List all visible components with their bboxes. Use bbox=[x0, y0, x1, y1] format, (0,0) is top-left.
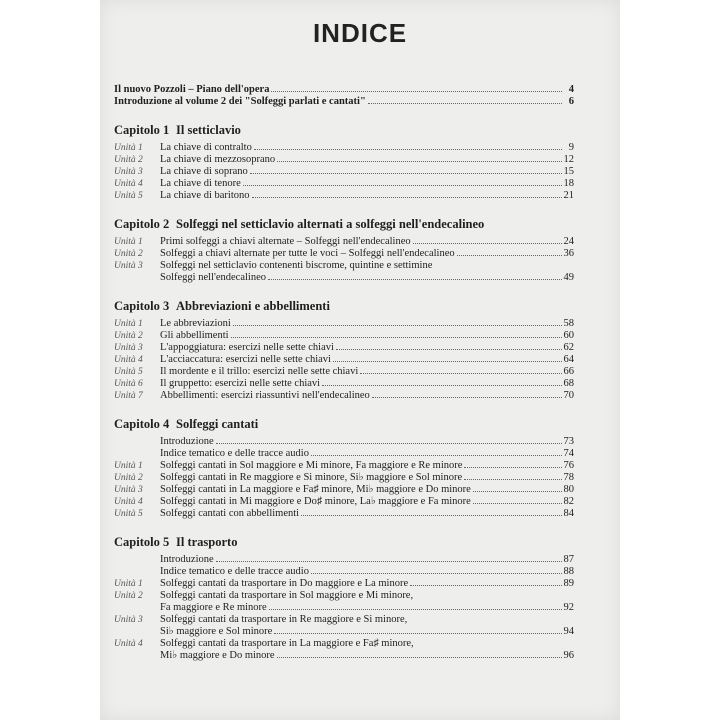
toc-entry bbox=[114, 166, 574, 178]
unit-label: Unità 7 bbox=[114, 391, 143, 401]
leader-dots bbox=[311, 455, 562, 456]
page-number: 68 bbox=[563, 378, 574, 389]
toc-entry bbox=[114, 448, 574, 460]
entry-title: La chiave di contralto bbox=[160, 142, 252, 153]
chapter-number: Capitolo 3 bbox=[114, 299, 170, 313]
background-left bbox=[0, 0, 100, 720]
toc-entry bbox=[114, 178, 574, 190]
entry-title: Introduzione al volume 2 dei "Solfeggi parlati e cantati" bbox=[114, 96, 366, 107]
leader-dots bbox=[252, 197, 562, 198]
leader-dots bbox=[269, 609, 562, 610]
page-number: 4 bbox=[568, 84, 574, 95]
unit-label: Unità 5 bbox=[114, 509, 143, 519]
unit-label: Unità 6 bbox=[114, 379, 143, 389]
entry-title: Solfeggi cantati in Re maggiore e Si minore, Si♭ maggiore e Sol minore bbox=[160, 472, 463, 483]
toc-entry bbox=[114, 142, 574, 154]
entry-title: Abbellimenti: esercizi riassuntivi nell'endecalineo bbox=[160, 390, 370, 401]
page-number: 49 bbox=[563, 272, 574, 283]
page-number: 58 bbox=[563, 318, 574, 329]
entry-title: Si♭ maggiore e Sol minore bbox=[160, 626, 273, 637]
page-number: 36 bbox=[563, 248, 574, 259]
toc-entry bbox=[114, 190, 574, 202]
leader-dots bbox=[457, 255, 562, 256]
chapter-number: Capitolo 1 bbox=[114, 123, 170, 137]
leader-dots bbox=[233, 325, 562, 326]
leader-dots bbox=[360, 373, 561, 374]
chapter-title: Abbreviazioni e abbellimenti bbox=[176, 299, 330, 313]
page-number: 6 bbox=[568, 96, 574, 107]
leader-dots bbox=[464, 479, 561, 480]
toc-entry-continuation bbox=[114, 626, 574, 638]
unit-label: Unità 4 bbox=[114, 179, 143, 189]
unit-label: Unità 3 bbox=[114, 261, 143, 271]
leader-dots bbox=[473, 491, 562, 492]
toc-entry bbox=[114, 436, 574, 448]
page-number: 92 bbox=[563, 602, 574, 613]
entry-title: Gli abbellimenti bbox=[160, 330, 229, 341]
entry-title: La chiave di mezzosoprano bbox=[160, 154, 276, 165]
unit-label: Unità 2 bbox=[114, 331, 143, 341]
chapter-heading bbox=[114, 216, 574, 232]
toc-entry bbox=[114, 248, 574, 260]
toc-entry bbox=[114, 496, 574, 508]
page-number: 87 bbox=[563, 554, 574, 565]
entry-title: Indice tematico e delle tracce audio bbox=[160, 566, 309, 577]
chapter-heading bbox=[114, 416, 574, 432]
page-number: 15 bbox=[563, 166, 574, 177]
unit-label: Unità 1 bbox=[114, 143, 143, 153]
unit-label: Unità 3 bbox=[114, 343, 143, 353]
unit-label: Unità 5 bbox=[114, 191, 143, 201]
chapter-section bbox=[114, 534, 574, 662]
toc-entry bbox=[114, 260, 574, 272]
entry-title: Solfeggi nell'endecalineo bbox=[160, 272, 266, 283]
chapter-title: Solfeggi cantati bbox=[176, 417, 259, 431]
leader-dots bbox=[336, 349, 562, 350]
page-number: 62 bbox=[563, 342, 574, 353]
page-number: 64 bbox=[563, 354, 574, 365]
unit-label: Unità 1 bbox=[114, 319, 143, 329]
unit-label: Unità 4 bbox=[114, 497, 143, 507]
leader-dots bbox=[410, 585, 561, 586]
unit-label: Unità 2 bbox=[114, 473, 143, 483]
entry-title: Solfeggi cantati da trasportare in Re maggiore e Si minore, bbox=[160, 614, 408, 625]
unit-label: Unità 4 bbox=[114, 639, 143, 649]
toc-entry bbox=[114, 638, 574, 650]
page-title: INDICE bbox=[312, 18, 408, 48]
entry-title: Primi solfeggi a chiavi alternate – Solfeggi nell'endecalineo bbox=[160, 236, 411, 247]
toc-entry-continuation bbox=[114, 272, 574, 284]
page-number: 70 bbox=[563, 390, 574, 401]
toc-entry bbox=[114, 472, 574, 484]
page-number: 74 bbox=[563, 448, 574, 459]
page-number: 12 bbox=[563, 154, 574, 165]
page-number: 24 bbox=[563, 236, 574, 247]
entry-title: Introduzione bbox=[160, 554, 214, 565]
toc-entry bbox=[114, 614, 574, 626]
entry-title: L'appoggiatura: esercizi nelle sette chiavi bbox=[160, 342, 334, 353]
leader-dots bbox=[274, 633, 561, 634]
chapter-number: Capitolo 5 bbox=[114, 535, 170, 549]
page-number: 21 bbox=[563, 190, 574, 201]
leader-dots bbox=[250, 173, 562, 174]
entry-title: Solfeggi cantati da trasportare in La maggiore e Fa♯ minore, bbox=[160, 638, 414, 649]
leader-dots bbox=[413, 243, 562, 244]
leader-dots bbox=[271, 91, 562, 92]
entry-title: Fa maggiore e Re minore bbox=[160, 602, 267, 613]
toc-entry bbox=[114, 236, 574, 248]
leader-dots bbox=[277, 657, 562, 658]
leader-dots bbox=[473, 503, 562, 504]
page-number: 88 bbox=[563, 566, 574, 577]
chapter-heading bbox=[114, 534, 574, 550]
page-number: 76 bbox=[563, 460, 574, 471]
leader-dots bbox=[368, 103, 562, 104]
page-number: 9 bbox=[568, 142, 574, 153]
chapter-number: Capitolo 2 bbox=[114, 217, 170, 231]
chapter-section bbox=[114, 216, 574, 284]
chapter-title: Il trasporto bbox=[176, 535, 238, 549]
leader-dots bbox=[254, 149, 562, 150]
toc-entry bbox=[114, 578, 574, 590]
toc-entry bbox=[114, 342, 574, 354]
entry-title: Mi♭ maggiore e Do minore bbox=[160, 650, 275, 661]
leader-dots bbox=[372, 397, 562, 398]
page-number: 73 bbox=[563, 436, 574, 447]
chapter-heading bbox=[114, 298, 574, 314]
entry-title: Le abbreviazioni bbox=[160, 318, 231, 329]
chapter-section bbox=[114, 416, 574, 520]
leader-dots bbox=[277, 161, 561, 162]
entry-title: La chiave di tenore bbox=[160, 178, 241, 189]
entry-title: Solfeggi nel setticlavio contenenti biscrome, quintine e settimine bbox=[160, 260, 433, 271]
entry-title: Indice tematico e delle tracce audio bbox=[160, 448, 309, 459]
unit-label: Unità 1 bbox=[114, 579, 143, 589]
leader-dots bbox=[464, 467, 561, 468]
chapter-section bbox=[114, 122, 574, 202]
page-number: 60 bbox=[563, 330, 574, 341]
chapter-title: Il setticlavio bbox=[176, 123, 241, 137]
unit-label: Unità 3 bbox=[114, 615, 143, 625]
toc-entry bbox=[114, 508, 574, 520]
toc-entry bbox=[114, 484, 574, 496]
chapter-section bbox=[114, 298, 574, 402]
leader-dots bbox=[243, 185, 562, 186]
page-number: 96 bbox=[563, 650, 574, 661]
entry-title: La chiave di soprano bbox=[160, 166, 248, 177]
toc-entry bbox=[114, 366, 574, 378]
book-page bbox=[100, 0, 620, 720]
table-of-contents bbox=[114, 84, 574, 662]
toc-entry bbox=[114, 390, 574, 402]
page-number: 89 bbox=[563, 578, 574, 589]
intro-entry bbox=[114, 84, 574, 96]
toc-entry-continuation bbox=[114, 650, 574, 662]
toc-entry bbox=[114, 460, 574, 472]
chapter-heading bbox=[114, 122, 574, 138]
leader-dots bbox=[268, 279, 562, 280]
toc-entry bbox=[114, 154, 574, 166]
unit-label: Unità 5 bbox=[114, 367, 143, 377]
chapter-number: Capitolo 4 bbox=[114, 417, 170, 431]
unit-label: Unità 2 bbox=[114, 591, 143, 601]
toc-entry bbox=[114, 566, 574, 578]
entry-title: Il mordente e il trillo: esercizi nelle sette chiavi bbox=[160, 366, 359, 377]
leader-dots bbox=[231, 337, 562, 338]
entry-title: Solfeggi a chiavi alternate per tutte le voci – Solfeggi nell'endecalineo bbox=[160, 248, 455, 259]
leader-dots bbox=[322, 385, 561, 386]
background-right bbox=[620, 0, 720, 720]
toc-entry bbox=[114, 330, 574, 342]
entry-title: Solfeggi cantati da trasportare in Sol maggiore e Mi minore, bbox=[160, 590, 414, 601]
unit-label: Unità 3 bbox=[114, 167, 143, 177]
entry-title: L'acciaccatura: esercizi nelle sette chiavi bbox=[160, 354, 331, 365]
entry-title: La chiave di baritono bbox=[160, 190, 250, 201]
leader-dots bbox=[216, 561, 562, 562]
toc-entry bbox=[114, 590, 574, 602]
toc-entry bbox=[114, 378, 574, 390]
unit-label: Unità 2 bbox=[114, 249, 143, 259]
unit-label: Unità 4 bbox=[114, 355, 143, 365]
chapter-title: Solfeggi nel setticlavio alternati a solfeggi nell'endecalineo bbox=[176, 217, 485, 231]
intro-entry bbox=[114, 96, 574, 108]
unit-label: Unità 2 bbox=[114, 155, 143, 165]
page-number: 84 bbox=[563, 508, 574, 519]
leader-dots bbox=[216, 443, 562, 444]
page-number: 78 bbox=[563, 472, 574, 483]
page-number: 80 bbox=[563, 484, 574, 495]
entry-title: Il gruppetto: esercizi nelle sette chiavi bbox=[160, 378, 321, 389]
toc-entry bbox=[114, 318, 574, 330]
page-number: 94 bbox=[563, 626, 574, 637]
entry-title: Il nuovo Pozzoli – Piano dell'opera bbox=[114, 84, 270, 95]
entry-title: Introduzione bbox=[160, 436, 214, 447]
page-number: 18 bbox=[563, 178, 574, 189]
entry-title: Solfeggi cantati in Sol maggiore e Mi minore, Fa maggiore e Re minore bbox=[160, 460, 463, 471]
leader-dots bbox=[333, 361, 562, 362]
entry-title: Solfeggi cantati con abbellimenti bbox=[160, 508, 300, 519]
leader-dots bbox=[311, 573, 562, 574]
toc-entry bbox=[114, 554, 574, 566]
unit-label: Unità 3 bbox=[114, 485, 143, 495]
intro-entries bbox=[114, 84, 574, 108]
page-number: 66 bbox=[563, 366, 574, 377]
entry-title: Solfeggi cantati in Mi maggiore e Do♯ minore, La♭ maggiore e Fa minore bbox=[160, 496, 471, 507]
leader-dots bbox=[301, 515, 561, 516]
entry-title: Solfeggi cantati da trasportare in Do maggiore e La minore bbox=[160, 578, 409, 589]
toc-entry-continuation bbox=[114, 602, 574, 614]
toc-entry bbox=[114, 354, 574, 366]
unit-label: Unità 1 bbox=[114, 461, 143, 471]
unit-label: Unità 1 bbox=[114, 237, 143, 247]
page-number: 82 bbox=[563, 496, 574, 507]
entry-title: Solfeggi cantati in La maggiore e Fa♯ minore, Mi♭ maggiore e Do minore bbox=[160, 484, 471, 495]
